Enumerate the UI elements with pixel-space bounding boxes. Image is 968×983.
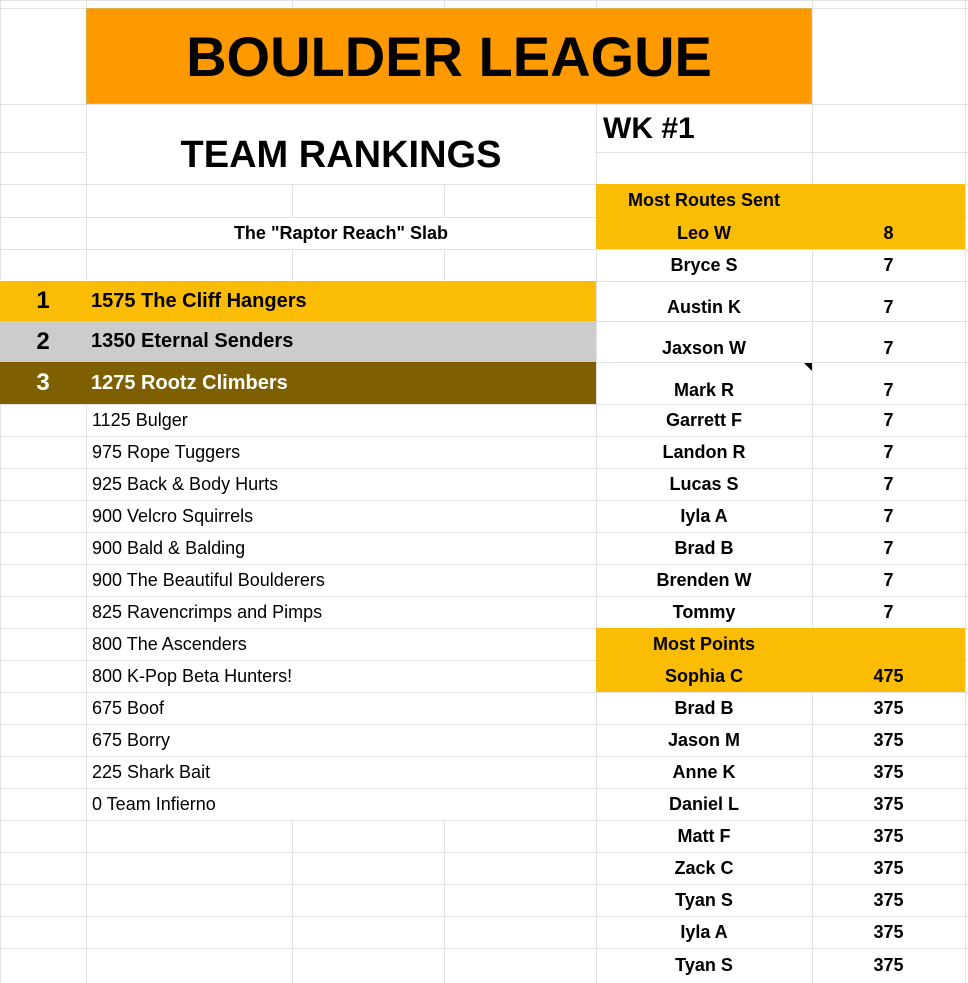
points-value[interactable]: 375 bbox=[873, 921, 904, 942]
routes-climber-name[interactable]: Landon R bbox=[662, 441, 746, 462]
team-row[interactable]: 1125 Bulger bbox=[87, 405, 595, 436]
routes-climber-name[interactable]: Brad B bbox=[674, 537, 734, 558]
routes-count[interactable]: 7 bbox=[883, 441, 894, 462]
points-climber-name[interactable]: Brad B bbox=[674, 697, 734, 718]
points-climber-name[interactable]: Anne K bbox=[672, 761, 736, 782]
points-climber-name[interactable]: Matt F bbox=[677, 825, 731, 846]
routes-count[interactable]: 7 bbox=[883, 473, 894, 494]
routes-count[interactable]: 7 bbox=[883, 409, 894, 430]
points-value[interactable]: 375 bbox=[873, 729, 904, 750]
points-climber-name[interactable]: Zack C bbox=[674, 857, 734, 878]
routes-count[interactable]: 8 bbox=[812, 217, 965, 249]
routes-climber-name[interactable]: Iyla A bbox=[680, 505, 728, 526]
sheet-title[interactable]: BOULDER LEAGUE bbox=[86, 8, 812, 104]
points-value[interactable]: 375 bbox=[873, 889, 904, 910]
points-value[interactable]: 375 bbox=[873, 793, 904, 814]
team-row[interactable]: 675 Borry bbox=[87, 725, 595, 756]
routes-count[interactable]: 7 bbox=[883, 505, 894, 526]
routes-climber-name[interactable]: Mark R bbox=[673, 380, 735, 400]
team-row[interactable]: 825 Ravencrimps and Pimps bbox=[87, 597, 595, 628]
routes-count[interactable]: 7 bbox=[883, 537, 894, 558]
routes-count[interactable]: 7 bbox=[883, 380, 894, 400]
points-value[interactable]: 375 bbox=[873, 697, 904, 718]
team-row[interactable]: 925 Back & Body Hurts bbox=[87, 469, 595, 500]
rank-number[interactable]: 1 bbox=[0, 281, 86, 321]
team-row[interactable]: 0 Team Infierno bbox=[87, 789, 595, 820]
most-points-header[interactable]: Most Points bbox=[596, 628, 812, 660]
week-label[interactable]: WK #1 bbox=[597, 105, 811, 152]
points-value[interactable]: 375 bbox=[873, 857, 904, 878]
routes-count[interactable]: 7 bbox=[883, 338, 894, 358]
team-row[interactable]: 225 Shark Bait bbox=[87, 757, 595, 788]
most-points-header-blank[interactable] bbox=[812, 628, 965, 660]
routes-climber-name[interactable]: Jaxson W bbox=[661, 338, 747, 358]
rankings-subtitle[interactable]: TEAM RANKINGS bbox=[87, 105, 595, 184]
routes-count[interactable]: 7 bbox=[883, 569, 894, 590]
points-value[interactable]: 475 bbox=[812, 660, 965, 692]
routes-climber-name[interactable]: Lucas S bbox=[669, 473, 739, 494]
rank-team-name[interactable]: 1275 Rootz Climbers bbox=[86, 362, 596, 404]
points-climber-name[interactable]: Sophia C bbox=[596, 660, 812, 692]
most-routes-header[interactable]: Most Routes Sent bbox=[596, 184, 812, 217]
slab-label[interactable]: The "Raptor Reach" Slab bbox=[87, 218, 595, 249]
rank-number[interactable]: 2 bbox=[0, 321, 86, 362]
rank-team-name[interactable]: 1575 The Cliff Hangers bbox=[86, 281, 596, 321]
routes-count[interactable]: 7 bbox=[883, 254, 894, 275]
points-value[interactable]: 375 bbox=[873, 825, 904, 846]
points-climber-name[interactable]: Daniel L bbox=[668, 793, 739, 814]
points-value[interactable]: 375 bbox=[873, 955, 904, 975]
routes-count[interactable]: 7 bbox=[883, 601, 894, 622]
points-climber-name[interactable]: Tyan S bbox=[675, 955, 733, 975]
routes-climber-name[interactable]: Austin K bbox=[667, 297, 741, 317]
team-row[interactable]: 900 Bald & Balding bbox=[87, 533, 595, 564]
most-routes-header-blank[interactable] bbox=[812, 184, 965, 217]
points-value[interactable]: 375 bbox=[873, 761, 904, 782]
routes-climber-name[interactable]: Bryce S bbox=[670, 254, 738, 275]
routes-climber-name[interactable]: Leo W bbox=[596, 217, 812, 249]
team-row[interactable]: 900 Velcro Squirrels bbox=[87, 501, 595, 532]
points-climber-name[interactable]: Jason M bbox=[667, 729, 741, 750]
team-row[interactable]: 675 Boof bbox=[87, 693, 595, 724]
team-row[interactable]: 975 Rope Tuggers bbox=[87, 437, 595, 468]
team-row[interactable]: 800 The Ascenders bbox=[87, 629, 595, 660]
points-climber-name[interactable]: Iyla A bbox=[680, 921, 728, 942]
team-row[interactable]: 900 The Beautiful Boulderers bbox=[87, 565, 595, 596]
routes-climber-name[interactable]: Garrett F bbox=[665, 409, 743, 430]
rank-team-name[interactable]: 1350 Eternal Senders bbox=[86, 321, 596, 362]
points-climber-name[interactable]: Tyan S bbox=[675, 889, 733, 910]
routes-climber-name[interactable]: Tommy bbox=[672, 601, 736, 622]
team-row[interactable]: 800 K-Pop Beta Hunters! bbox=[87, 661, 595, 692]
routes-climber-name[interactable]: Brenden W bbox=[656, 569, 752, 590]
routes-count[interactable]: 7 bbox=[883, 297, 894, 317]
rank-number[interactable]: 3 bbox=[0, 362, 86, 404]
comment-indicator-icon[interactable] bbox=[804, 363, 812, 371]
